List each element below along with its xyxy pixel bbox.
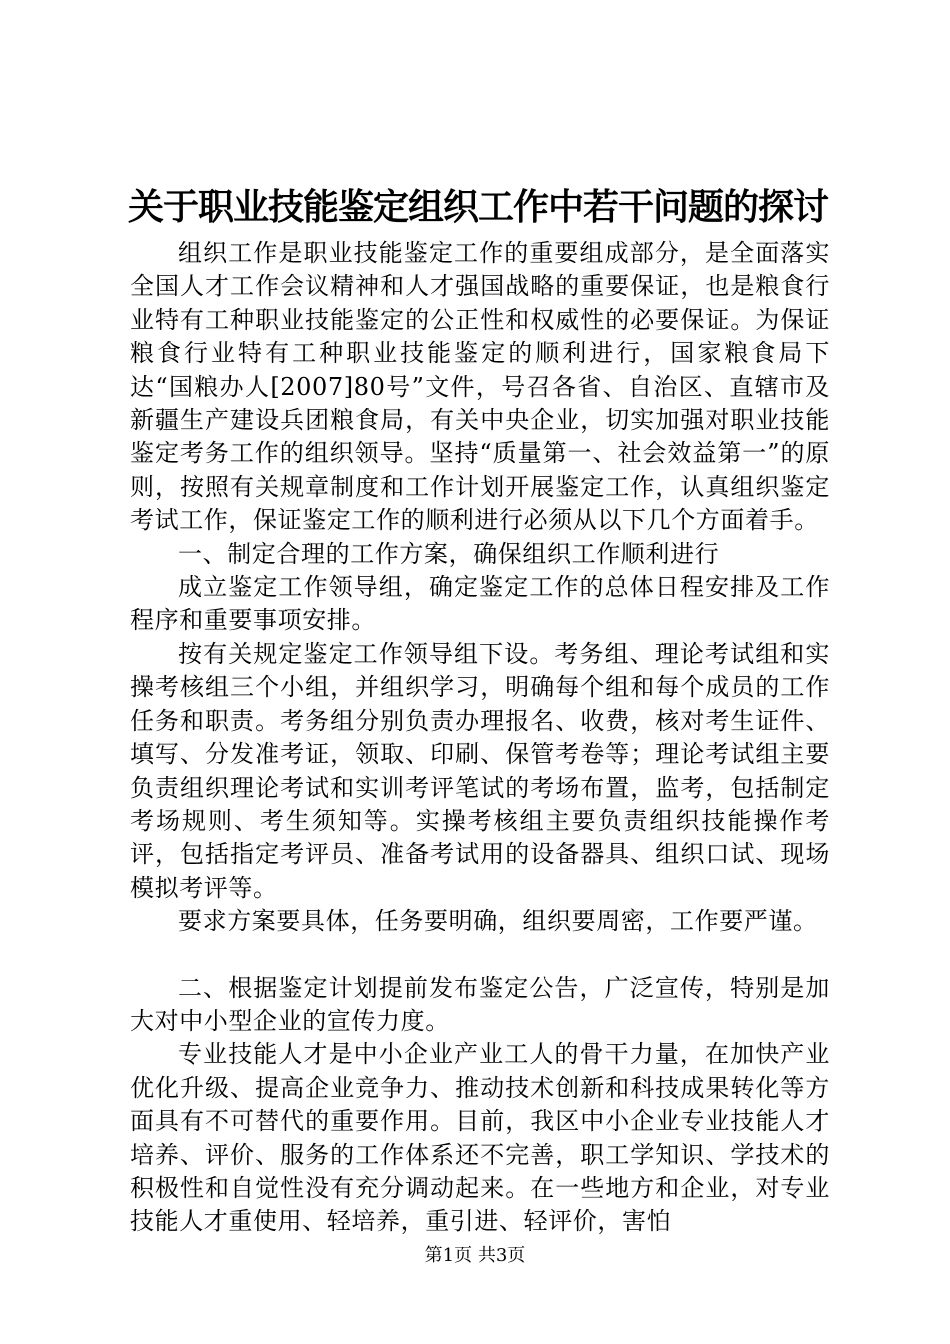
section-heading-2: 二、根据鉴定计划提前发布鉴定公告，广泛宣传，特别是加大对中小型企业的宣传力度。 <box>130 973 830 1035</box>
document-title: 关于职业技能鉴定组织工作中若干问题的探讨 <box>128 187 829 228</box>
document-body <box>130 237 830 1239</box>
paragraph-intro: 组织工作是职业技能鉴定工作的重要组成部分，是全面落实全国人才工作会议精神和人才强国战略的重要保证，也是粮食行业特有工种职业技能鉴定的公正性和权威性的必要保证。为保证粮食行业特有工种职业技能鉴定的顺利进行，国家粮食局下达“国粮办人[2007]80号”文件，号召各省、自治区、直辖市及新疆生产建设兵团粮食局，有关中央企业，切实加强对职业技能鉴定考务工作的组织领导。坚持“质量第一、社会效益第一”的原则，按照有关规章制度和工作计划开展鉴定工作，认真组织鉴定考试工作，保证鉴定工作的顺利进行必须从以下几个方面着手。 <box>130 239 830 535</box>
page-number: 第1页 共3页 <box>424 1245 526 1266</box>
paragraph: 成立鉴定工作领导组，确定鉴定工作的总体日程安排及工作程序和重要事项安排。 <box>130 573 830 635</box>
paragraph: 按有关规定鉴定工作领导组下设。考务组、理论考试组和实操考核组三个小组，并组织学习，明确每个组和每个成员的工作任务和职责。考务组分别负责办理报名、收费，核对考生证件、填写、分发准考证，领取、印刷、保管考卷等；理论考试组主要负责组织理论考试和实训考评笔试的考场布置，监考，包括制定考场规则、考生须知等。实操考核组主要负责组织技能操作考评，包括指定考评员、准备考试用的设备器具、组织口试、现场模拟考评等。 <box>130 639 830 902</box>
paragraph: 要求方案要具体，任务要明确，组织要周密，工作要严谨。 <box>178 907 818 936</box>
paragraph: 专业技能人才是中小企业产业工人的骨干力量，在加快产业优化升级、提高企业竞争力、推动技术创新和科技成果转化等方面具有不可替代的重要作用。目前，我区中小企业专业技能人才培养、评价、服务的工作体系还不完善，职工学知识、学技术的积极性和自觉性没有充分调动起来。在一些地方和企业，对专业技能人才重使用、轻培养，重引进、轻评价，害怕 <box>130 1040 830 1236</box>
section-heading-1: 一、制定合理的工作方案，确保组织工作顺利进行 <box>178 539 720 568</box>
